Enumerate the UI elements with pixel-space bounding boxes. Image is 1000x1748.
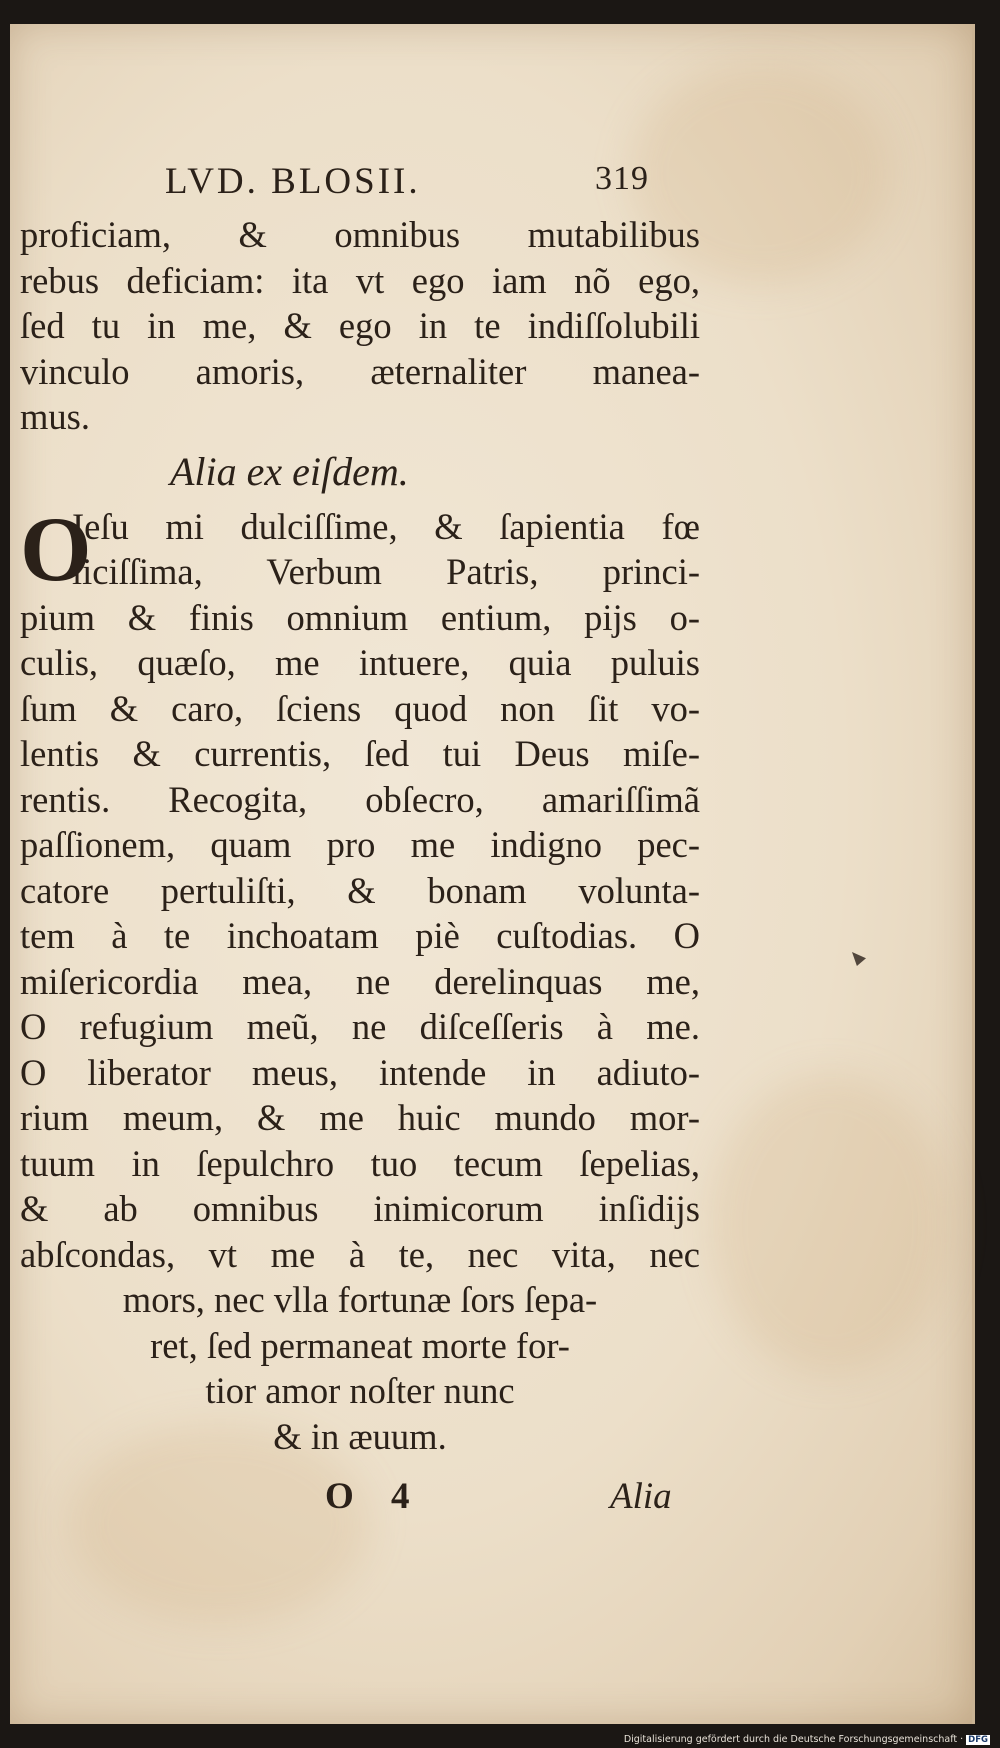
text-line: liciſſima, Verbum Patris, princi- (72, 551, 700, 592)
tapered-line: ret, ſed permaneat morte for- (150, 1324, 570, 1366)
text-line: vinculo amoris, æternaliter manea- (20, 350, 700, 392)
page-text (20, 160, 700, 1535)
text-line: mus. (20, 396, 90, 437)
credit-text: Digitalisierung gefördert durch die Deutsche Forschungsgemeinschaft · (623, 1734, 964, 1745)
text-line: pium & finis omnium entium, pijs o- (20, 596, 700, 638)
text-line: culis, quæſo, me intuere, quia puluis (20, 642, 700, 683)
text-line: tuum in ſepulchro tuo tecum ſepelias, (20, 1142, 700, 1184)
digitization-credit (624, 1734, 990, 1745)
text-line: O refugium meũ, ne diſceſſeris à me. (20, 1006, 700, 1047)
text-line: & ab omnibus inimicorum inſidijs (20, 1188, 700, 1229)
tapered-line: mors, nec vlla fortunæ ſors ſepa- (122, 1279, 598, 1320)
text-line: ſum & caro, ſciens quod non ſit vo- (20, 687, 700, 729)
text-line: O liberator meus, intende in adiuto- (20, 1051, 700, 1093)
page-footer (20, 1475, 700, 1535)
text-line: miſericordia mea, ne derelinquas me, (20, 960, 700, 1002)
prayer-paragraph (20, 497, 700, 1460)
signature-mark: O 4 (325, 1476, 424, 1517)
ink-mark (852, 952, 866, 966)
drop-cap: O (20, 497, 92, 600)
page-number: 319 (595, 160, 649, 197)
tapered-line: & in æuum. (273, 1415, 447, 1457)
text-line: tem à te inchoatam piè cuſtodias. O (20, 915, 700, 956)
catchword: Alia (610, 1476, 672, 1517)
running-title: LVD. BLOSII. (165, 161, 421, 202)
text-line: lentis & currentis, ſed tui Deus miſe- (20, 733, 700, 774)
tapered-line: tior amor noſter nunc (205, 1370, 515, 1411)
text-line: rium meum, & me huic mundo mor- (20, 1097, 700, 1138)
text-line: abſcondas, vt me à te, nec vita, nec (20, 1233, 700, 1275)
text-line: rentis. Recogita, obſecro, amariſſimã (20, 778, 700, 820)
dfg-logo: DFG (968, 1734, 988, 1745)
continuation-paragraph (20, 212, 700, 440)
paper-stain (710, 1074, 950, 1374)
text-line: rebus deficiam: ita vt ego iam nõ ego, (20, 259, 700, 301)
running-head (20, 160, 700, 212)
text-line: paſſionem, quam pro me indigno pec- (20, 824, 700, 865)
text-line: ſed tu in me, & ego in te indiſſolubili (20, 305, 700, 346)
text-line: catore pertuliſti, & bonam volunta- (20, 869, 700, 911)
section-heading: Alia ex eiſdem. (170, 448, 409, 494)
text-line: Ieſu mi dulciſſime, & ſapientia fœ (72, 505, 700, 547)
text-line: proficiam, & omnibus mutabilibus (20, 214, 700, 255)
